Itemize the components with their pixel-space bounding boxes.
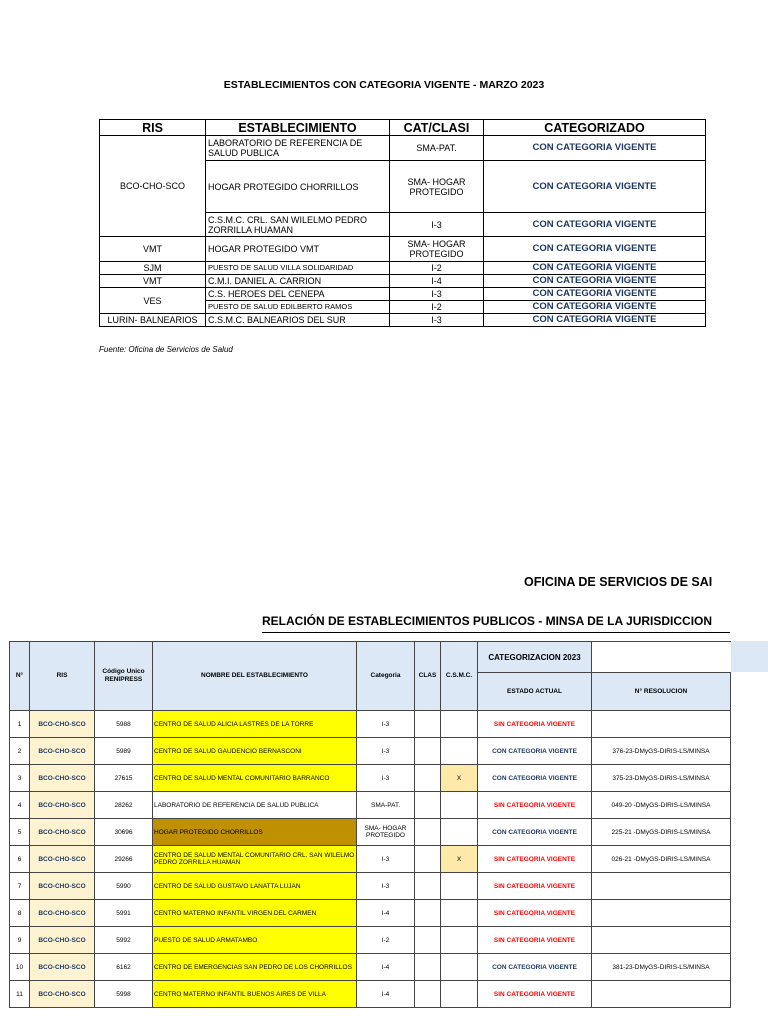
row-number-cell: 8 xyxy=(10,900,30,927)
categoria-cell: SMA- HOGAR PROTEGIDO xyxy=(357,819,415,846)
col-header-cat-clasi: CAT/CLASI xyxy=(390,120,484,136)
resolucion-cell: 026-21 -DMyGS-DIRIS-LS/MINSA xyxy=(592,846,731,873)
cat-cell: I-3 xyxy=(390,288,484,301)
resolucion-cell xyxy=(592,981,731,1008)
categoria-cell: I-3 xyxy=(357,846,415,873)
col-header-ris: RIS xyxy=(30,642,95,711)
csmc-cell: X xyxy=(441,765,478,792)
table-row xyxy=(10,711,731,738)
status-cell: CON CATEGORIA VIGENTE xyxy=(484,213,706,237)
estado-cell: SIN CATEGORIA VIGENTE xyxy=(478,900,592,927)
col-header-ris: RIS xyxy=(100,120,206,136)
ris-cell: SJM xyxy=(100,262,206,275)
categoria-cell: I-3 xyxy=(357,738,415,765)
categoria-cell: I-4 xyxy=(357,981,415,1008)
estado-cell: SIN CATEGORIA VIGENTE xyxy=(478,846,592,873)
clas-cell xyxy=(415,765,441,792)
minsa-table-body xyxy=(10,711,731,1008)
table-row xyxy=(10,900,731,927)
col-header-code: Código Unico RENIPRESS xyxy=(95,642,153,711)
heading-rule xyxy=(262,632,730,633)
col-header-resolucion: N° RESOLUCION xyxy=(592,673,731,711)
vigente-row xyxy=(100,262,706,275)
clas-cell xyxy=(415,927,441,954)
establishment-name-cell: CENTRO DE EMERGENCIAS SAN PEDRO DE LOS CHORRILLOS xyxy=(153,954,357,981)
resolucion-cell: 376-23-DMyGS-DIRIS-LS/MINSA xyxy=(592,738,731,765)
cat-cell: SMA- HOGAR PROTEGIDO xyxy=(390,237,484,262)
source-note: Fuente: Oficina de Servicios de Salud xyxy=(99,345,233,354)
estado-cell: CON CATEGORIA VIGENTE xyxy=(478,819,592,846)
vigente-row xyxy=(100,314,706,327)
ris-cell: LURIN- BALNEARIOS xyxy=(100,314,206,327)
clas-cell xyxy=(415,819,441,846)
row-number-cell: 10 xyxy=(10,954,30,981)
minsa-table xyxy=(9,641,731,1008)
row-number-cell: 7 xyxy=(10,873,30,900)
renipress-code-cell: 6162 xyxy=(95,954,153,981)
cat-cell: I-2 xyxy=(390,262,484,275)
vigente-table xyxy=(99,119,706,327)
establecimiento-cell: C.S.M.C. CRL. SAN WILELMO PEDRO ZORRILLA HUAMAN xyxy=(206,213,390,237)
status-cell: CON CATEGORIA VIGENTE xyxy=(484,237,706,262)
categoria-cell: I-3 xyxy=(357,711,415,738)
csmc-cell xyxy=(441,792,478,819)
table-row xyxy=(10,981,731,1008)
csmc-cell xyxy=(441,873,478,900)
establecimiento-cell: LABORATORIO DE REFERENCIA DE SALUD PUBLICA xyxy=(206,136,390,161)
document-title: ESTABLECIMIENTOS CON CATEGORIA VIGENTE - MARZO 2023 xyxy=(223,79,545,91)
ris-cell: BCO-CHO-SCO xyxy=(30,711,95,738)
col-header-estado: ESTADO ACTUAL xyxy=(478,673,592,711)
categoria-cell: I-4 xyxy=(357,954,415,981)
ris-cell: BCO-CHO-SCO xyxy=(30,927,95,954)
vigente-row xyxy=(100,136,706,161)
establishment-name-cell: CENTRO DE SALUD GAUDENCIO BERNASCONI xyxy=(153,738,357,765)
clas-cell xyxy=(415,954,441,981)
establishment-name-cell: LABORATORIO DE REFERENCIA DE SALUD PUBLICA xyxy=(153,792,357,819)
csmc-cell xyxy=(441,954,478,981)
row-number-cell: 2 xyxy=(10,738,30,765)
minsa-header-row xyxy=(10,642,731,673)
resolucion-cell xyxy=(592,711,731,738)
resolucion-cell xyxy=(592,900,731,927)
header-extension-cell xyxy=(731,641,768,672)
renipress-code-cell: 5989 xyxy=(95,738,153,765)
col-header-categoria: Categoria xyxy=(357,642,415,711)
estado-cell: CON CATEGORIA VIGENTE xyxy=(478,954,592,981)
cat-cell: SMA- HOGAR PROTEGIDO xyxy=(390,161,484,213)
categoria-cell: I-4 xyxy=(357,900,415,927)
renipress-code-cell: 5988 xyxy=(95,711,153,738)
cat-cell: I-4 xyxy=(390,275,484,288)
resolucion-cell: 225-21 -DMyGS-DIRIS-LS/MINSA xyxy=(592,819,731,846)
status-cell: CON CATEGORIA VIGENTE xyxy=(484,262,706,275)
office-heading: OFICINA DE SERVICIOS DE SAI xyxy=(524,575,713,589)
relation-heading: RELACIÓN DE ESTABLECIMIENTOS PUBLICOS - MINSA DE LA JURISDICCION xyxy=(262,614,713,628)
col-header-establecimiento: ESTABLECIMIENTO xyxy=(206,120,390,136)
vigente-header-row xyxy=(100,120,706,136)
ris-cell: BCO-CHO-SCO xyxy=(30,981,95,1008)
renipress-code-cell: 30696 xyxy=(95,819,153,846)
col-header-name: NOMBRE DEL ESTABLECIMIENTO xyxy=(153,642,357,711)
row-number-cell: 11 xyxy=(10,981,30,1008)
estado-cell: CON CATEGORIA VIGENTE xyxy=(478,738,592,765)
status-cell: CON CATEGORIA VIGENTE xyxy=(484,275,706,288)
clas-cell xyxy=(415,792,441,819)
renipress-code-cell: 27615 xyxy=(95,765,153,792)
establishment-name-cell: CENTRO DE SALUD MENTAL COMUNITARIO CRL. SAN WILELMO PEDRO ZORRILLA HUAMAN xyxy=(153,846,357,873)
renipress-code-cell: 5992 xyxy=(95,927,153,954)
establishment-name-cell: CENTRO DE SALUD GUSTAVO LANATTA LUJAN xyxy=(153,873,357,900)
table-row xyxy=(10,954,731,981)
table-row xyxy=(10,927,731,954)
estado-cell: SIN CATEGORIA VIGENTE xyxy=(478,927,592,954)
estado-cell: SIN CATEGORIA VIGENTE xyxy=(478,792,592,819)
ris-cell: BCO-CHO-SCO xyxy=(30,738,95,765)
status-cell: CON CATEGORIA VIGENTE xyxy=(484,301,706,314)
renipress-code-cell: 5991 xyxy=(95,900,153,927)
col-header-clas: CLAS xyxy=(415,642,441,711)
estado-cell: SIN CATEGORIA VIGENTE xyxy=(478,873,592,900)
table-row xyxy=(10,738,731,765)
establecimiento-cell: C.S.M.C. BALNEARIOS DEL SUR xyxy=(206,314,390,327)
cat-cell: I-3 xyxy=(390,213,484,237)
csmc-cell: X xyxy=(441,846,478,873)
ris-cell: BCO-CHO-SCO xyxy=(30,792,95,819)
table-row xyxy=(10,873,731,900)
table-row xyxy=(10,765,731,792)
clas-cell xyxy=(415,738,441,765)
renipress-code-cell: 29266 xyxy=(95,846,153,873)
ris-cell: BCO-CHO-SCO xyxy=(30,873,95,900)
vigente-row xyxy=(100,275,706,288)
clas-cell xyxy=(415,846,441,873)
categoria-cell: SMA-PAT. xyxy=(357,792,415,819)
col-header-categorizado: CATEGORIZADO xyxy=(484,120,706,136)
csmc-cell xyxy=(441,927,478,954)
ris-cell: BCO-CHO-SCO xyxy=(100,136,206,237)
clas-cell xyxy=(415,900,441,927)
resolucion-cell: 375-23-DMyGS-DIRIS-LS/MINSA xyxy=(592,765,731,792)
establishment-name-cell: CENTRO MATERNO INFANTIL BUENOS AIRES DE VILLA xyxy=(153,981,357,1008)
cat-cell: I-3 xyxy=(390,314,484,327)
ris-cell: BCO-CHO-SCO xyxy=(30,900,95,927)
establecimiento-cell: PUESTO DE SALUD EDILBERTO RAMOS xyxy=(206,301,390,314)
ris-cell: BCO-CHO-SCO xyxy=(30,846,95,873)
resolucion-cell: 049-20 -DMyGS-DIRIS-LS/MINSA xyxy=(592,792,731,819)
renipress-code-cell: 5998 xyxy=(95,981,153,1008)
establishment-name-cell: PUESTO DE SALUD ARMATAMBO xyxy=(153,927,357,954)
table-row xyxy=(10,792,731,819)
estado-cell: SIN CATEGORIA VIGENTE xyxy=(478,981,592,1008)
establishment-name-cell: CENTRO MATERNO INFANTIL VIRGEN DEL CARMEN xyxy=(153,900,357,927)
establishment-name-cell: CENTRO DE SALUD ALICIA LASTRES DE LA TORRE xyxy=(153,711,357,738)
ris-cell: VES xyxy=(100,288,206,314)
csmc-cell xyxy=(441,738,478,765)
ris-cell: VMT xyxy=(100,275,206,288)
establecimiento-cell: C.S. HEROES DEL CENEPA xyxy=(206,288,390,301)
status-cell: CON CATEGORIA VIGENTE xyxy=(484,161,706,213)
vigente-row xyxy=(100,237,706,262)
csmc-cell xyxy=(441,711,478,738)
ris-cell: VMT xyxy=(100,237,206,262)
clas-cell xyxy=(415,711,441,738)
row-number-cell: 4 xyxy=(10,792,30,819)
ris-cell: BCO-CHO-SCO xyxy=(30,765,95,792)
col-header-n: N° xyxy=(10,642,30,711)
ris-cell: BCO-CHO-SCO xyxy=(30,954,95,981)
clas-cell xyxy=(415,873,441,900)
row-number-cell: 5 xyxy=(10,819,30,846)
table-row xyxy=(10,846,731,873)
estado-cell: CON CATEGORIA VIGENTE xyxy=(478,765,592,792)
renipress-code-cell: 28262 xyxy=(95,792,153,819)
csmc-cell xyxy=(441,900,478,927)
csmc-cell xyxy=(441,981,478,1008)
ris-cell: BCO-CHO-SCO xyxy=(30,819,95,846)
cat-cell: SMA-PAT. xyxy=(390,136,484,161)
row-number-cell: 3 xyxy=(10,765,30,792)
clas-cell xyxy=(415,981,441,1008)
row-number-cell: 6 xyxy=(10,846,30,873)
resolucion-cell: 381-23-DMyGS-DIRIS-LS/MINSA xyxy=(592,954,731,981)
establishment-name-cell: CENTRO DE SALUD MENTAL COMUNITARIO BARRANCO xyxy=(153,765,357,792)
col-header-categorizacion: CATEGORIZACION 2023 xyxy=(478,642,592,673)
row-number-cell: 9 xyxy=(10,927,30,954)
establecimiento-cell: PUESTO DE SALUD VILLA SOLIDARIDAD xyxy=(206,262,390,275)
status-cell: CON CATEGORIA VIGENTE xyxy=(484,314,706,327)
vigente-row xyxy=(100,288,706,301)
renipress-code-cell: 5990 xyxy=(95,873,153,900)
row-number-cell: 1 xyxy=(10,711,30,738)
establecimiento-cell: HOGAR PROTEGIDO VMT xyxy=(206,237,390,262)
establishment-name-cell: HOGAR PROTEGIDO CHORRILLOS xyxy=(153,819,357,846)
establecimiento-cell: C.M.I. DANIEL A. CARRION xyxy=(206,275,390,288)
establecimiento-cell: HOGAR PROTEGIDO CHORRILLOS xyxy=(206,161,390,213)
estado-cell: SIN CATEGORIA VIGENTE xyxy=(478,711,592,738)
resolucion-cell xyxy=(592,927,731,954)
status-cell: CON CATEGORIA VIGENTE xyxy=(484,288,706,301)
cat-cell: I-2 xyxy=(390,301,484,314)
categoria-cell: I-3 xyxy=(357,873,415,900)
col-header-csmc: C.S.M.C. xyxy=(441,642,478,711)
header-blank-cell xyxy=(592,642,731,673)
table-row xyxy=(10,819,731,846)
categoria-cell: I-2 xyxy=(357,927,415,954)
resolucion-cell xyxy=(592,873,731,900)
status-cell: CON CATEGORIA VIGENTE xyxy=(484,136,706,161)
csmc-cell xyxy=(441,819,478,846)
categoria-cell: I-3 xyxy=(357,765,415,792)
